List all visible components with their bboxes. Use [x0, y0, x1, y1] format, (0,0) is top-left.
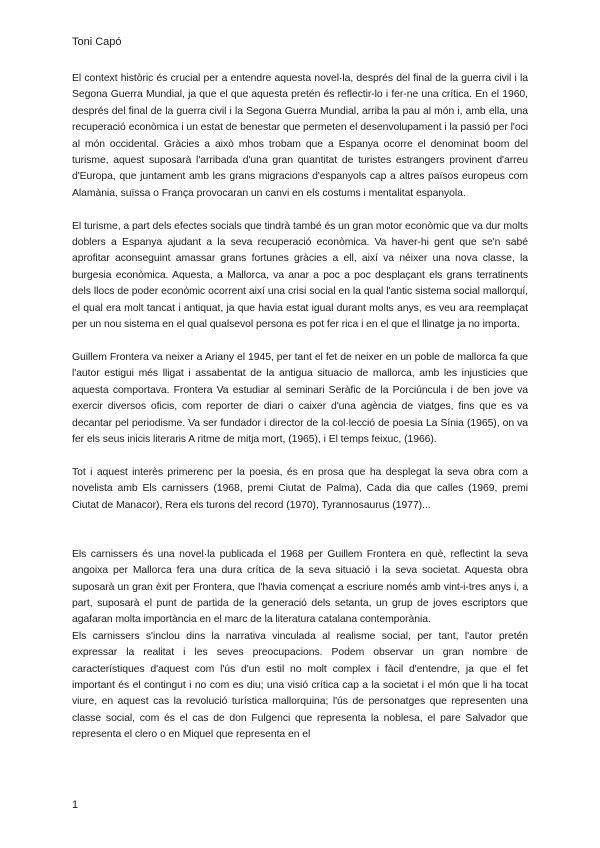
paragraph-prose-works: Tot i aquest interès primerenc per la poesia, és en prosa que ha desplegat la seva obra com a novelista amb Els carnissers (1968, premi Ciutat de Palma), Cada dia que calles (1969, premi Ciutat de Manacor), Rera els turons del record (1970), Tyrannosaurus (1977)...	[72, 466, 528, 511]
document-body	[72, 71, 528, 744]
author-header: Toni Capó	[72, 36, 122, 48]
page-number: 1	[72, 799, 79, 811]
paragraph-author-biography: Guillem Frontera va neixer a Ariany el 1945, per tant el fet de neixer en un poble de mallorca fa que l'autor estigui més lligat i assabentat de la antigua situacio de mallorca, amb les injusticies que aquesta comportava. Frontera Va estudiar al seminari Seràfic de la Porciúncula i de ben jove va exercir diversos oficis, com reporter de diari o caixer d'una agència de viatges, fins que es va decantar pel periodisme. Va ser fundador i director de la col·lecció de poesia La Sínia (1965), on va fer els seus inicis literaris A ritme de mitja mort, (1965), i El temps feixuc, (1966).	[72, 351, 528, 445]
paragraph-tourism: El turisme, a part dels efectes socials que tindrà també és un gran motor econòmic que va dur molts doblers a Espanya ajudant a la seva recuperació econòmica. Va haver-hi gent que se'n sabé aprofitar aconseguint amassar grans fortunes gràcies a ell, així va néixer una nova classe, la burgesia econòmica. Aquesta, a Mallorca, va anar a poc a poc desplaçant els grans terratinents dels llocs de poder econòmic ocorrent així una crisi social en la qual l'antic sistema social mallorquí, el qual era molt tancat i antiquat, ja que havia estat igual durant molts anys, es veu ara reemplaçat per un nou sistema en el qual qualsevol persona es pot fer rica i en el que el llinatge ja no importa.	[72, 220, 528, 331]
paragraph-historical-context: El context històric és crucial per a entendre aquesta novel·la, després del final de la guerra civil i la Segona Guerra Mundial, ja que el que aquesta pretén és reflectir-lo i fer-ne una crítica. En el 1960, després del final de la guerra civil i la Segona Guerra Mundial, arriba la pau al món i, amb ella, una recuperació econòmica i un estat de benestar que permeten el desenvolupament i la passió per l'oci al món occidental. Gràcies a això mhos trobam que a Espanya ocorre el denominat boom del turisme, aquest suposarà l'arribada d'una gran quantitat de turistes estrangers provinent d'arreu d'Europa, que juntament amb les grans migracions d'espanyols cap a altres països europeus com Alamània, suïssa o França provocaran un canvi en els costums i mentalitat espanyola.	[72, 73, 528, 199]
paragraph-els-carnissers: Els carnissers és una novel·la publicada el 1968 per Guillem Frontera en què, reflectint la seva angoixa per Mallorca fera una dura crítica de la seva situació i la seva societat. Aquesta obra suposarà un gran èxit per Frontera, que l'havia començat a escriure només amb vint-i-tres anys i, a part, suposarà el punt de partida de la generació dels setanta, un grup de joves escriptors que agafaran molta importància en el marc de la literatura catalana contemporània.	[72, 548, 528, 626]
paragraph-social-realism: Els carnissers s'inclou dins la narrativa vinculada al realisme social, per tant, l'autor pretén expressar la realitat i les seves preocupacions. Podem observar un gran nombre de característiques d'aquest com l'ús d'un estil no molt complex i fàcil d'entendre, ja que el fet important és el contingut i no com es diu; una visió crítica cap a la societat i el món que li ha tocat viure, en aquest cas la revolució turística mallorquina; l'ús de personatges que representen una classe social, com és el cas de don Fulgenci que representa la noblesa, el pare Salvador que representa el clero o en Miquel que representa en el	[72, 630, 528, 741]
